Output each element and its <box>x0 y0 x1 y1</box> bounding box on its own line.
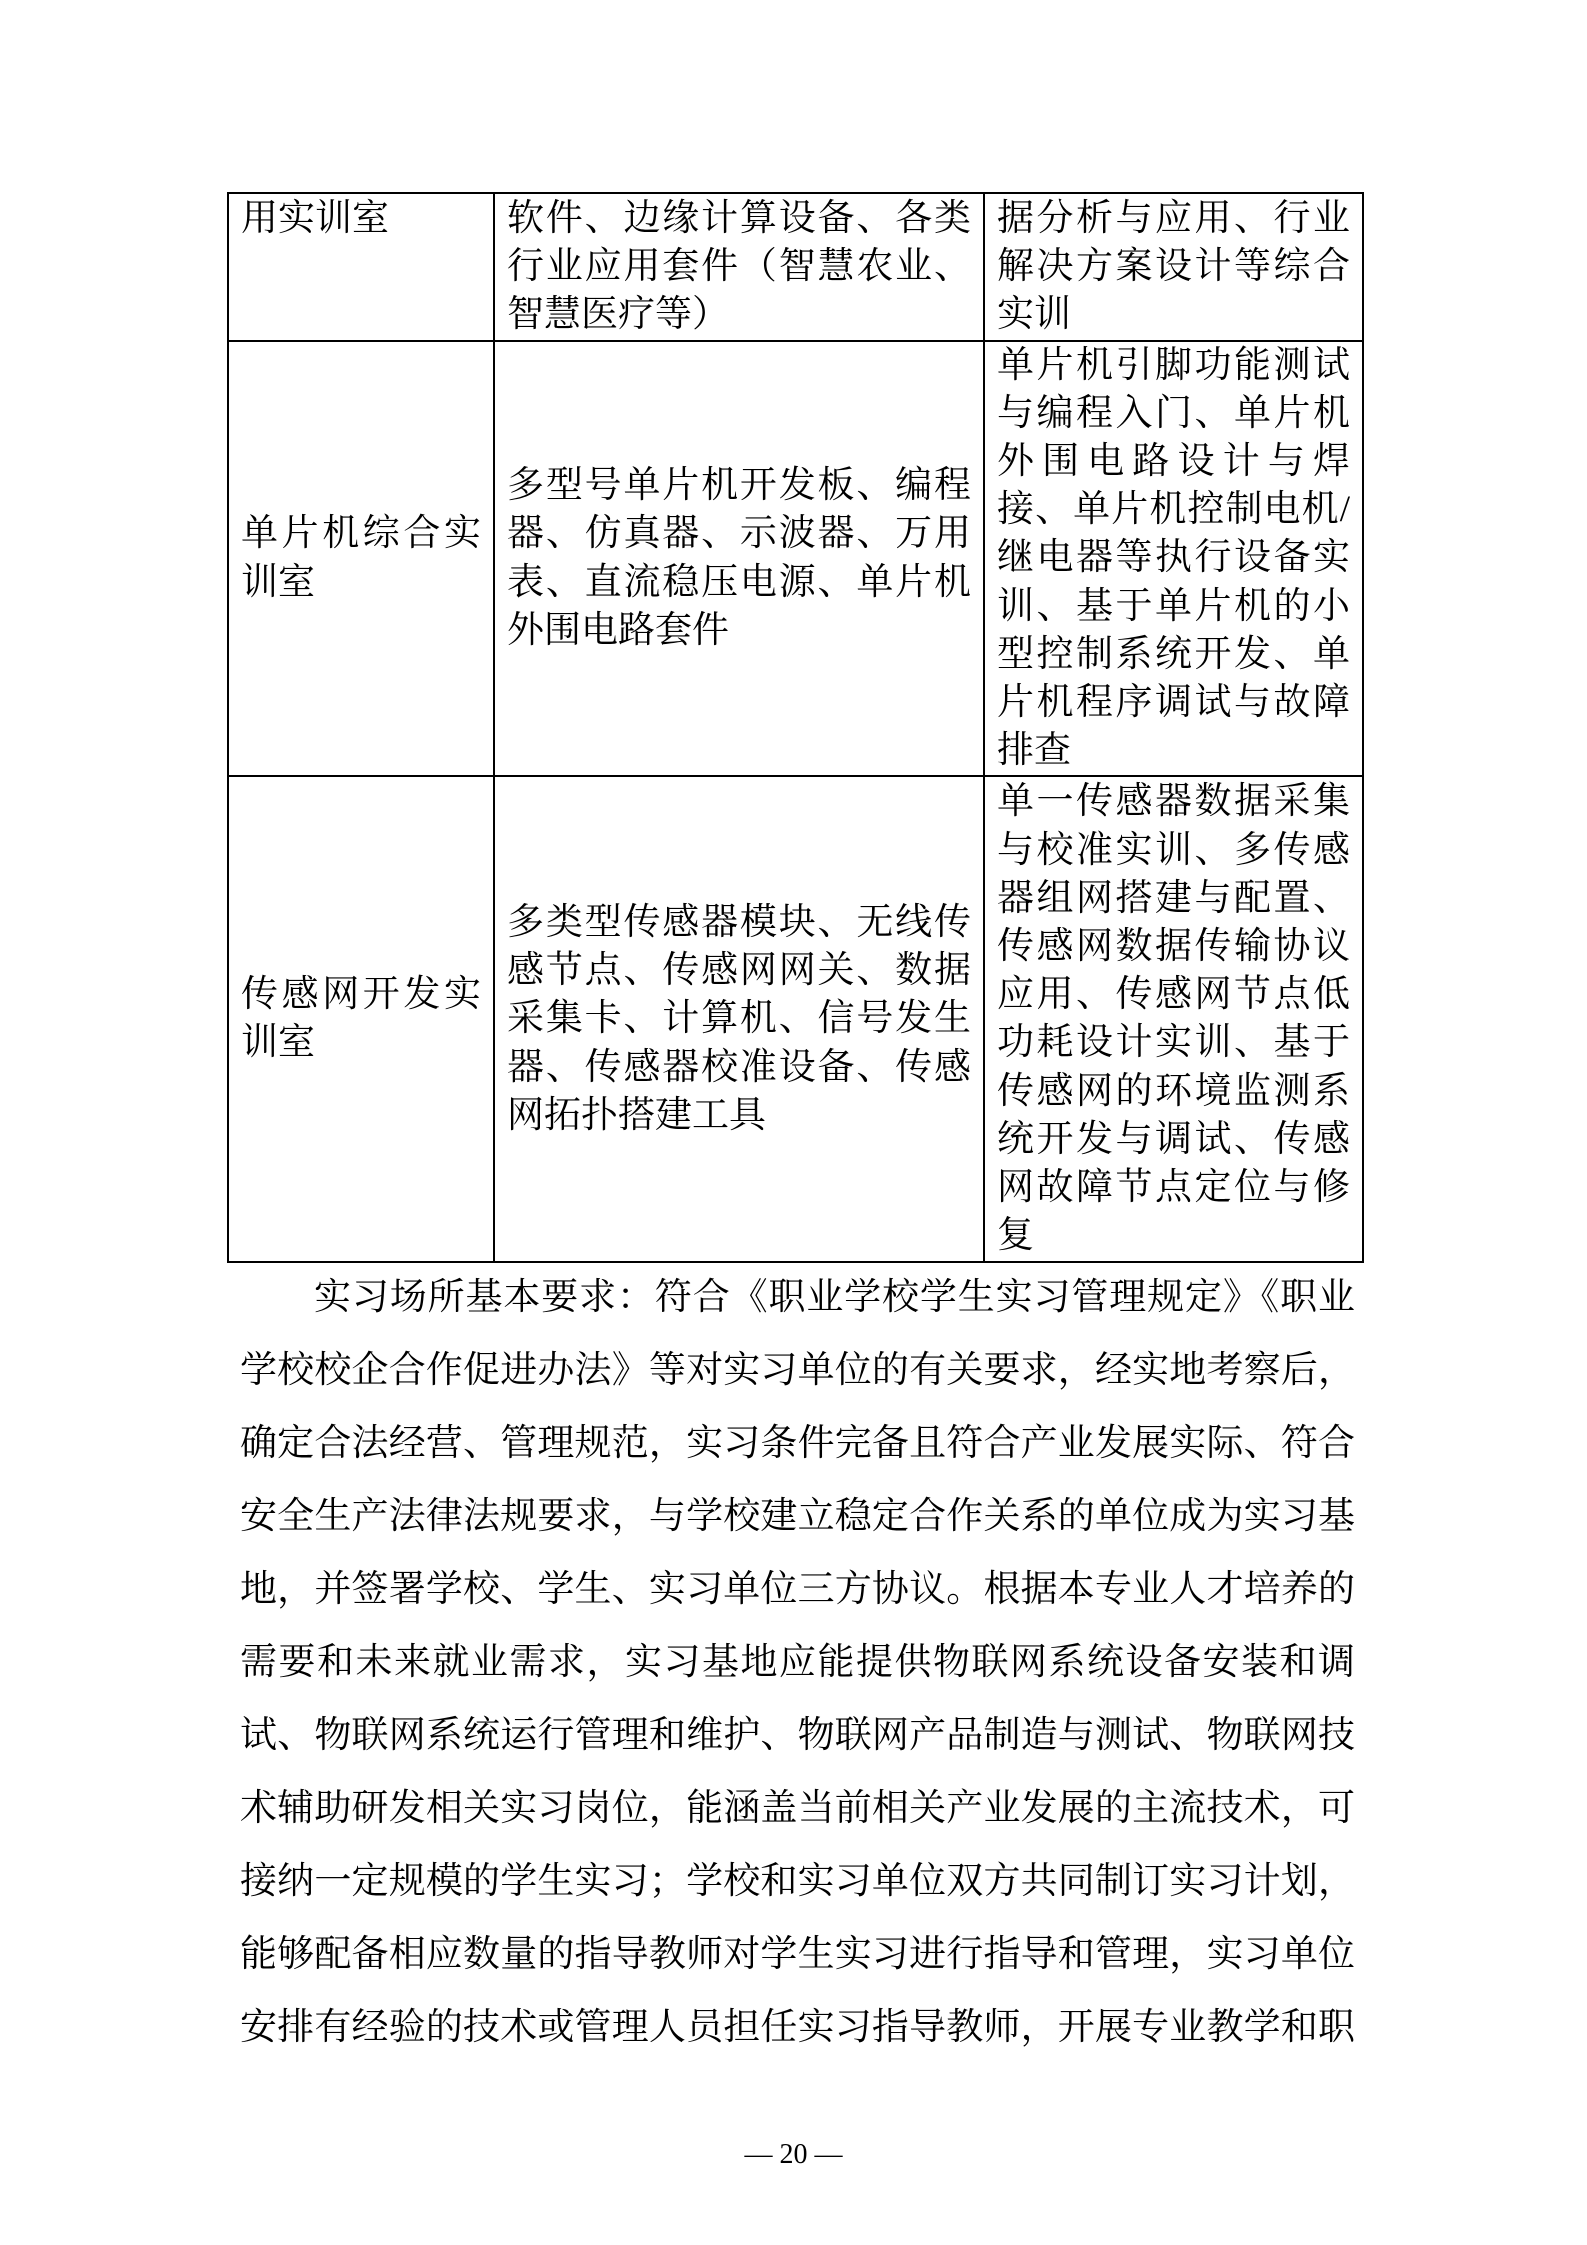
training-room-table <box>227 192 1364 1263</box>
equipment-cell: 多类型传感器模块、无线传感节点、传感网网关、数据采集卡、计算机、信号发生器、传感器校准设备、传感网拓扑搭建工具 <box>494 776 984 1262</box>
table-row <box>228 193 1363 341</box>
paragraph-line: 实习场所基本要求：符合《职业学校学生实习管理规定》《职业 <box>314 1277 1355 1318</box>
training-cell: 单一传感器数据采集与校准实训、多传感器组网搭建与配置、传感网数据传输协议应用、传感网节点低功耗设计实训、基于传感网的环境监测系统开发与调试、传感网故障节点定位与修复 <box>984 776 1363 1262</box>
training-cell: 单片机引脚功能测试与编程入门、单片机外围电路设计与焊接、单片机控制电机/继电器等执行设备实训、基于单片机的小型控制系统开发、单片机程序调试与故障排查 <box>984 341 1363 777</box>
paragraph-line: 学校校企合作促进办法》等对实习单位的有关要求，经实地考察后， <box>240 1350 1355 1391</box>
table-row <box>228 776 1363 1262</box>
paragraph-line: 试、物联网系统运行管理和维护、物联网产品制造与测试、物联网技 <box>240 1715 1355 1756</box>
equipment-cell: 多型号单片机开发板、编程器、仿真器、示波器、万用表、直流稳压电源、单片机外围电路套件 <box>494 341 984 777</box>
paragraph-line: 能够配备相应数量的指导教师对学生实习进行指导和管理，实习单位 <box>240 1934 1355 1975</box>
training-cell: 据分析与应用、行业解决方案设计等综合实训 <box>984 193 1363 341</box>
paragraph-line: 需要和未来就业需求，实习基地应能提供物联网系统设备安装和调 <box>240 1642 1355 1683</box>
paragraph-line: 确定合法经营、管理规范，实习条件完备且符合产业发展实际、符合 <box>240 1423 1355 1464</box>
paragraph-line: 接纳一定规模的学生实习；学校和实习单位双方共同制订实习计划， <box>240 1861 1355 1902</box>
room-cell: 单片机综合实训室 <box>228 341 494 777</box>
page-number: — 20 — <box>744 2139 843 2170</box>
paragraph-line: 安排有经验的技术或管理人员担任实习指导教师，开展专业教学和职 <box>240 2007 1355 2048</box>
room-cell: 传感网开发实训室 <box>228 776 494 1262</box>
equipment-cell: 软件、边缘计算设备、各类行业应用套件（智慧农业、智慧医疗等） <box>494 193 984 341</box>
table-row <box>228 341 1363 777</box>
paragraph-line: 安全生产法律法规要求，与学校建立稳定合作关系的单位成为实习基 <box>240 1496 1355 1537</box>
internship-requirements-paragraph <box>240 1261 1355 2064</box>
paragraph-line: 术辅助研发相关实习岗位，能涵盖当前相关产业发展的主流技术，可 <box>240 1788 1355 1829</box>
paragraph-line: 地，并签署学校、学生、实习单位三方协议。根据本专业人才培养的 <box>240 1569 1355 1610</box>
room-cell: 用实训室 <box>228 193 494 341</box>
